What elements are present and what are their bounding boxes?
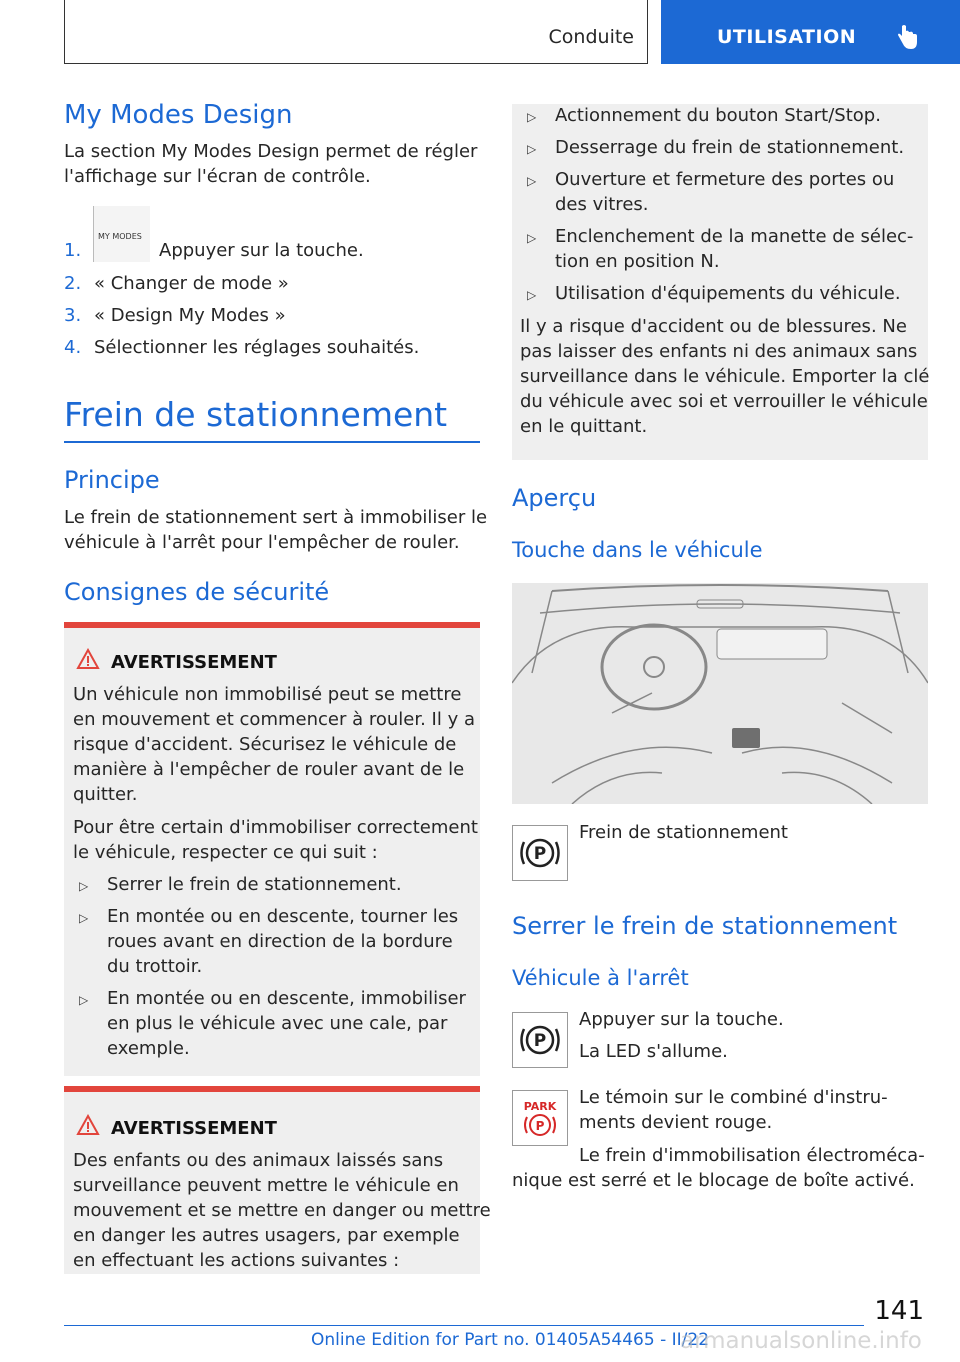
mymodes-button-image (93, 206, 150, 262)
park-indicator-text: PARK (523, 1100, 557, 1113)
header-section-label: Conduite (548, 26, 634, 48)
step-text: « Design My Modes » (94, 305, 286, 326)
title-rule (64, 441, 480, 443)
hand-pointer-icon (897, 24, 919, 54)
warning-bullet: Serrer le frein de stationnement. (107, 874, 402, 895)
risk-text: du véhicule avec soi et verrouiller le véhicule (520, 391, 928, 412)
warning-text: le véhicule, respecter ce qui suit : (73, 842, 378, 863)
step-text: Appuyer sur la touche. (159, 240, 364, 261)
warning-bullet: en plus le véhicule avec une cale, par (107, 1013, 448, 1034)
warning-bullet: Ouverture et fermeture des portes ou (555, 169, 895, 190)
parking-brake-button-box (512, 1012, 568, 1068)
frein-text: nique est serré et le blocage de boîte activé. (512, 1170, 915, 1191)
appuyer-text: Appuyer sur la touche. (579, 1009, 784, 1030)
risk-text: pas laisser des enfants ni des animaux sans (520, 341, 918, 362)
bullet-triangle-icon: ▷ (79, 911, 89, 925)
warning-text: Un véhicule non immobilisé peut se mettre (73, 684, 462, 705)
mymodes-intro-1: La section My Modes Design permet de régler (64, 141, 478, 162)
step-text: Sélectionner les réglages souhaités. (94, 337, 420, 358)
svg-text:P: P (533, 1031, 547, 1051)
warning-top-bar (64, 622, 480, 628)
warning-bullet: Enclenchement de la manette de sélec- (555, 226, 914, 247)
mymodes-title: My Modes Design (64, 100, 293, 130)
serrer-title: Serrer le frein de stationnement (512, 912, 898, 940)
park-indicator-box (512, 1090, 568, 1146)
principe-line-2: véhicule à l'arrêt pour l'empêcher de rouler. (64, 532, 460, 553)
warning-text: risque d'accident. Sécurisez le véhicule de (73, 734, 457, 755)
svg-text:P: P (533, 844, 547, 864)
mymodes-button-label: MY MODES (98, 232, 142, 241)
warning-top-bar (64, 1086, 480, 1092)
bullet-triangle-icon: ▷ (527, 288, 537, 302)
warning-bullet: tion en position N. (555, 251, 720, 272)
bullet-triangle-icon: ▷ (527, 231, 537, 245)
warning-text: surveillance peuvent mettre le véhicule en (73, 1175, 459, 1196)
warning-text: Des enfants ou des animaux laissés sans (73, 1150, 444, 1171)
warning-text: Pour être certain d'immobiliser correctement (73, 817, 478, 838)
warning-text: en danger les autres usagers, par exemple (73, 1225, 460, 1246)
touche-title: Touche dans le véhicule (512, 538, 763, 562)
temoin-text: Le témoin sur le combiné d'instru- (579, 1087, 888, 1108)
parking-brake-icon-box (512, 825, 568, 881)
warning-text: quitter. (73, 784, 138, 805)
warning-text: en mouvement et commencer à rouler. Il y a (73, 709, 475, 730)
risk-text: en le quittant. (520, 416, 648, 437)
step-number: 3. (64, 305, 82, 326)
svg-text:P: P (535, 1119, 545, 1133)
watermark: armanualsonline.info (680, 1328, 922, 1354)
step-number: 4. (64, 337, 82, 358)
bullet-triangle-icon: ▷ (527, 110, 537, 124)
frein-text: Le frein d'immobilisation électroméca- (579, 1145, 925, 1166)
parking-brake-icon (513, 1013, 567, 1067)
warning-text: manière à l'empêcher de rouler avant de le (73, 759, 465, 780)
dashboard-illustration (512, 583, 928, 804)
led-text: La LED s'allume. (579, 1041, 728, 1062)
header-chapter-label: UTILISATION (717, 26, 857, 48)
warning-text: mouvement et se mettre en danger ou mettre (73, 1200, 491, 1221)
consignes-title: Consignes de sécurité (64, 578, 330, 606)
warning-title: AVERTISSEMENT (111, 652, 277, 673)
warning-bullet: En montée ou en descente, tourner les (107, 906, 459, 927)
park-indicator-icon (513, 1091, 567, 1145)
frein-title: Frein de stationnement (64, 395, 448, 434)
apercu-title: Aperçu (512, 484, 597, 512)
warning-bullet: Actionnement du bouton Start/Stop. (555, 105, 881, 126)
warning-bullet: des vitres. (555, 194, 649, 215)
risk-text: Il y a risque d'accident ou de blessures. Ne (520, 316, 907, 337)
page-number: 141 (874, 1296, 924, 1326)
parking-brake-label: Frein de stationnement (579, 822, 788, 843)
temoin-text: ments devient rouge. (579, 1112, 773, 1133)
principe-title: Principe (64, 466, 160, 494)
warning-triangle-icon (76, 1114, 100, 1136)
warning-bullet: En montée ou en descente, immobiliser (107, 988, 466, 1009)
bullet-triangle-icon: ▷ (79, 993, 89, 1007)
warning-triangle-icon (76, 648, 100, 670)
bullet-triangle-icon: ▷ (527, 174, 537, 188)
warning-bullet: Utilisation d'équipements du véhicule. (555, 283, 901, 304)
warning-bullet: du trottoir. (107, 956, 203, 977)
bullet-triangle-icon: ▷ (527, 142, 537, 156)
warning-title: AVERTISSEMENT (111, 1118, 277, 1139)
parking-brake-icon (513, 826, 567, 880)
warning-text: en effectuant les actions suivantes : (73, 1250, 400, 1271)
bullet-triangle-icon: ▷ (79, 879, 89, 893)
step-number: 1. (64, 240, 82, 261)
footer-rule (64, 1325, 864, 1326)
warning-bullet: roues avant en direction de la bordure (107, 931, 453, 952)
warning-bullet: exemple. (107, 1038, 190, 1059)
risk-text: surveillance dans le véhicule. Emporter la clé (520, 366, 930, 387)
warning-bullet: Desserrage du frein de stationnement. (555, 137, 905, 158)
vehicule-title: Véhicule à l'arrêt (512, 966, 689, 990)
header-chapter-tab (661, 0, 960, 64)
mymodes-intro-2: l'affichage sur l'écran de contrôle. (64, 166, 371, 187)
footer-edition: Online Edition for Part no. 01405A54465 - II/22 (311, 1330, 710, 1350)
step-text: « Changer de mode » (94, 273, 289, 294)
step-number: 2. (64, 273, 82, 294)
principe-line-1: Le frein de stationnement sert à immobiliser le (64, 507, 488, 528)
